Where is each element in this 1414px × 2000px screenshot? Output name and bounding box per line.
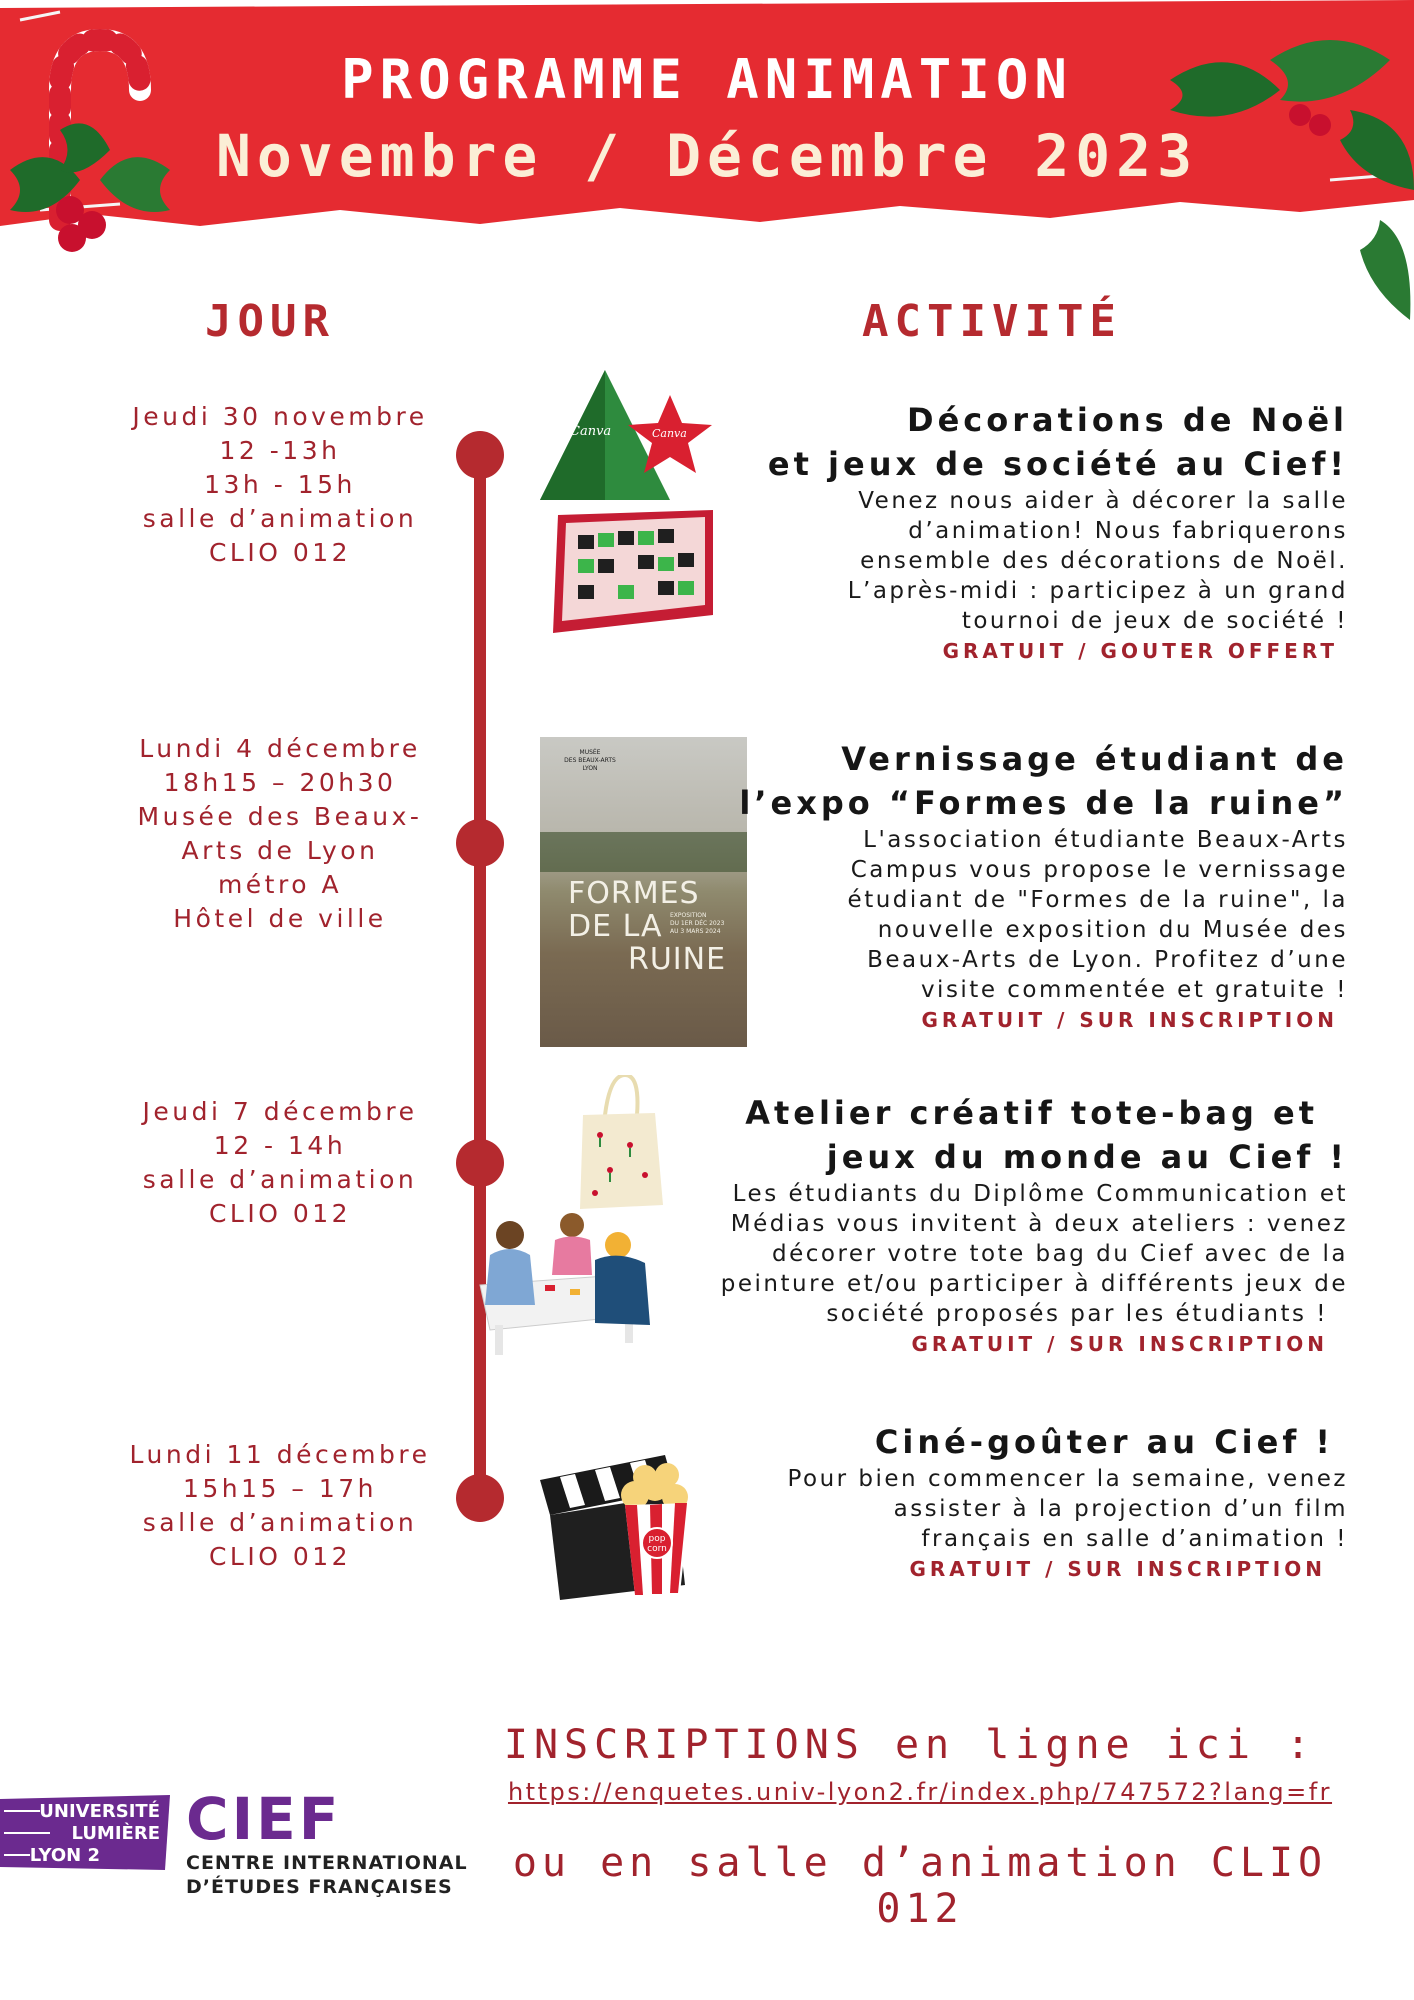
event-desc-line: Pour bien commencer la semaine, venez [787,1466,1348,1492]
event-desc-line: Les étudiants du Diplôme Communication et [732,1181,1348,1207]
event-day-line: Arts de Lyon [181,836,379,865]
event-desc-line: tournoi de jeux de société ! [961,608,1348,634]
event-title-line: et jeux de société au Cief! [767,445,1348,483]
timeline-dot [456,1474,504,1522]
svg-text:LUMIÈRE: LUMIÈRE [71,1823,160,1844]
header-subtitle: Novembre / Décembre 2023 [215,122,1199,190]
event-desc-line: Venez nous aider à décorer la salle [858,488,1348,514]
cief-subtitle-line: CENTRE INTERNATIONAL [186,1852,468,1874]
event-desc-line: d’animation! Nous fabriquerons [908,518,1348,544]
registration-link[interactable]: https://enquetes.univ-lyon2.fr/index.php/747572?lang=fr [507,1778,1333,1806]
inscriptions-heading: INSCRIPTIONS en ligne ici : [503,1722,1317,1768]
event-title-line: Décorations de Noël [907,401,1348,439]
event-day-line: salle d’animation [142,1508,418,1537]
poster-title-line: RUINE [628,942,727,977]
poster-museum-line: LYON [582,765,598,772]
canva-watermark: Canva [652,427,687,440]
universite-lumiere-lyon2-logo [0,1795,170,1870]
svg-text:LYON 2: LYON 2 [29,1845,100,1866]
event-activity [628,1420,1348,1584]
svg-text:UNIVERSITÉ: UNIVERSITÉ [39,1801,160,1822]
event-desc-line: société proposés par les étudiants ! [826,1301,1328,1327]
poster-dates-line: EXPOSITION [670,912,707,919]
event-day [100,1095,460,1231]
event-desc-line: décorer votre tote bag du Cief avec de la [772,1241,1348,1267]
poster-museum-line: MUSÉE [579,749,601,756]
event-day-line: Lundi 4 décembre [139,734,421,763]
event-day-line: Jeudi 7 décembre [142,1097,418,1126]
alternative-location: ou en salle d’animation CLIO 012 [512,1840,1328,1932]
event-day [100,400,460,570]
event-desc-line: français en salle d’animation ! [921,1526,1348,1552]
event-day-line: Jeudi 30 novembre [132,402,428,431]
event-desc-line: L’après-midi : participez à un grand [847,578,1348,604]
event-title-line: Atelier créatif tote-bag et [745,1094,1318,1132]
event-tag: GRATUIT / SUR INSCRIPTION [921,1008,1338,1032]
event-day [100,1438,460,1574]
event-tag: GRATUIT / SUR INSCRIPTION [909,1557,1326,1581]
event-day-line: CLIO 012 [208,1542,352,1571]
cief-subtitle-line: D’ÉTUDES FRANÇAISES [186,1876,453,1898]
event-activity [628,1091,1348,1359]
popcorn-label: corn [647,1544,667,1554]
event-day-line: CLIO 012 [208,538,352,567]
event-day-line: Lundi 11 décembre [129,1440,431,1469]
event-day-line: métro A [217,870,343,899]
event-day-line: Hôtel de ville [173,904,387,933]
timeline-dot [456,819,504,867]
poster-dates-line: AU 3 MARS 2024 [670,928,721,935]
poster-museum-line: DES BEAUX-ARTS [564,757,616,764]
event-activity [628,737,1348,1035]
poster-museum [560,749,620,773]
event-day-line: 15h15 – 17h [182,1474,378,1503]
event-desc-line: étudiant de "Formes de la ruine", la [847,887,1348,913]
event-title-line: Vernissage étudiant de [841,740,1348,778]
event-desc-line: Médias vous invitent à deux ateliers : venez [730,1211,1348,1237]
event-day-line: salle d’animation [142,504,418,533]
event-day [100,732,460,936]
timeline-dot [456,1139,504,1187]
event-day-line: Musée des Beaux- [137,802,423,831]
event-day-line: 12 -13h [219,436,341,465]
event-title-line: jeux du monde au Cief ! [826,1138,1348,1176]
column-heading-day: JOUR [205,296,335,347]
event-title-line: Ciné-goûter au Cief ! [874,1423,1334,1461]
event-desc-line: nouvelle exposition du Musée des [877,917,1348,943]
cief-logo: CIEF [186,1785,342,1853]
event-desc-line: L'association étudiante Beaux-Arts [863,827,1348,853]
poster-dates-line: DU 1ER DÉC 2023 [670,920,725,927]
event-tag: GRATUIT / GOUTER OFFERT [942,639,1338,663]
event-desc-line: peinture et/ou participer à différents jeux de [720,1271,1348,1297]
event-day-line: CLIO 012 [208,1199,352,1228]
event-day-line: 12 - 14h [213,1131,347,1160]
header-title: PROGRAMME ANIMATION [341,48,1073,111]
event-desc-line: assister à la projection d’un film [893,1496,1348,1522]
event-tag: GRATUIT / SUR INSCRIPTION [911,1332,1328,1356]
column-heading-activity: ACTIVITÉ [862,296,1122,347]
event-day-line: 13h - 15h [204,470,356,499]
popcorn-label: pop [648,1534,666,1544]
poster-title-line: FORMES [568,876,700,911]
event-activity [628,398,1348,666]
canva-watermark: Canva [570,424,612,439]
poster-title-line: DE LA [568,909,663,944]
event-day-line: 18h15 – 20h30 [163,768,397,797]
event-desc-line: visite commentée et gratuite ! [920,977,1348,1003]
event-desc-line: ensemble des décorations de Noël. [860,548,1348,574]
event-day-line: salle d’animation [142,1165,418,1194]
timeline-dot [456,431,504,479]
event-desc-line: Beaux-Arts de Lyon. Profitez d’une [867,947,1348,973]
event-desc-line: Campus vous propose le vernissage [850,857,1348,883]
event-title-line: l’expo “Formes de la ruine” [739,784,1348,822]
